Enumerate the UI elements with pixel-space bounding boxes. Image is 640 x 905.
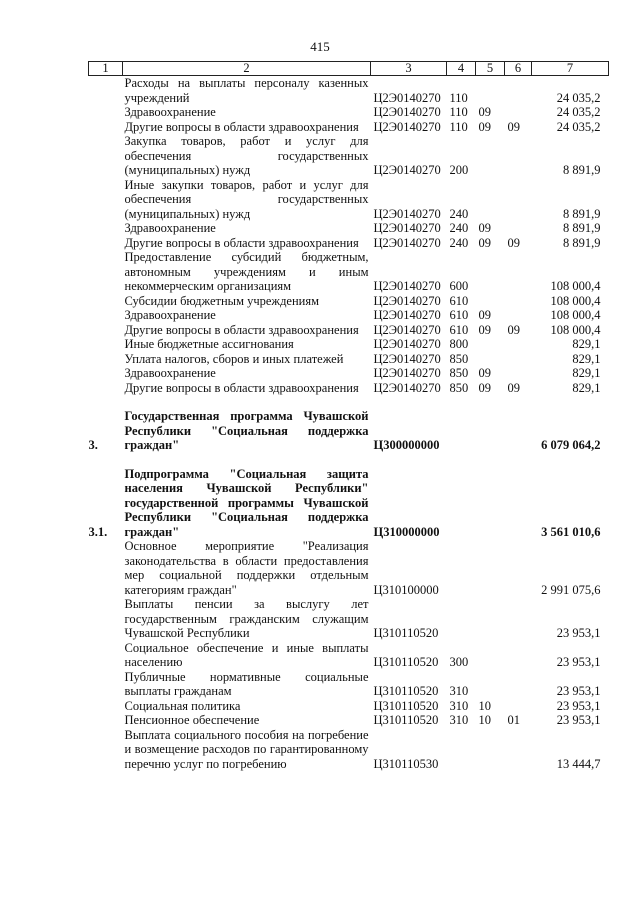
row-amount: 108 000,4 — [550, 322, 601, 337]
table-row — [89, 105, 609, 120]
row-number — [89, 699, 123, 714]
row-expense-type — [447, 539, 476, 597]
table-row — [89, 728, 609, 772]
row-number — [89, 352, 123, 367]
row-amount: 829,1 — [572, 337, 601, 351]
row-code: Ц310110520 — [373, 655, 439, 669]
row-number — [89, 539, 123, 597]
row-name: Расходы на выплаты персоналу казенных учреждений — [124, 76, 369, 105]
table-row — [89, 134, 609, 178]
row-section: 09 — [478, 235, 491, 250]
row-subsection — [505, 76, 532, 106]
row-name: Выплата социального пособия на погребение и возмещение расходов по гарантированному перечню услуг по погребению — [124, 727, 369, 771]
row-expense-type: 610 — [449, 322, 469, 337]
spacer-row — [89, 395, 609, 409]
row-amount: 23 953,1 — [556, 698, 601, 713]
row-number — [89, 597, 123, 641]
row-code: Ц2Э0140270 — [373, 206, 441, 221]
row-amount: 829,1 — [572, 366, 601, 380]
row-section: 10 — [478, 713, 491, 727]
row-number — [89, 337, 123, 352]
row-subsection — [505, 539, 532, 597]
row-number: 3.1. — [88, 524, 108, 539]
row-code: Ц310110520 — [373, 713, 439, 727]
row-subsection — [505, 352, 532, 367]
row-number — [89, 366, 123, 381]
row-name: Закупка товаров, работ и услуг для обеспечения государственных (муниципальных) нужд — [124, 134, 369, 177]
row-section: 09 — [478, 119, 491, 134]
row-amount: 23 953,1 — [556, 655, 601, 669]
row-section — [476, 76, 505, 106]
row-amount: 23 953,1 — [556, 684, 601, 698]
row-number — [89, 641, 123, 670]
spacer-cell — [89, 395, 609, 409]
table-row — [89, 352, 609, 367]
table-row — [89, 699, 609, 714]
row-number — [89, 294, 123, 309]
row-name: Другие вопросы в области здравоохранения — [124, 322, 359, 337]
row-name: Другие вопросы в области здравоохранения — [124, 380, 359, 395]
row-amount: 13 444,7 — [556, 756, 601, 771]
header-col-1: 1 — [89, 62, 123, 76]
row-code: Ц2Э0140270 — [373, 308, 441, 322]
row-code: Ц2Э0140270 — [373, 119, 441, 134]
row-name: Предоставление субсидий бюджетным, автономным учреждениям и иным некоммерческим организациям — [124, 250, 369, 293]
row-section — [476, 294, 505, 309]
row-code: Ц2Э0140270 — [373, 337, 441, 351]
row-expense-type: 800 — [449, 337, 469, 351]
row-name: Иные бюджетные ассигнования — [124, 337, 294, 351]
row-code: Ц310110530 — [373, 756, 439, 771]
header-col-6: 6 — [505, 62, 532, 76]
row-subsection — [505, 699, 532, 714]
row-name: Социальная политика — [124, 698, 241, 713]
row-number — [89, 236, 123, 251]
row-section: 09 — [478, 105, 491, 119]
row-subsection: 09 — [507, 119, 520, 134]
row-amount: 108 000,4 — [550, 293, 601, 308]
row-number — [89, 105, 123, 120]
row-expense-type: 110 — [449, 119, 468, 134]
row-amount: 24 035,2 — [556, 90, 601, 105]
row-amount: 8 891,9 — [563, 163, 601, 177]
row-subsection — [505, 250, 532, 294]
row-amount: 2 991 075,6 — [541, 582, 601, 597]
row-expense-type: 110 — [449, 105, 468, 119]
row-name: Здравоохранение — [124, 221, 216, 235]
row-code: Ц310000000 — [373, 524, 440, 539]
table-row — [89, 120, 609, 135]
row-number — [89, 134, 123, 178]
row-number — [89, 323, 123, 338]
header-col-2: 2 — [123, 62, 371, 76]
table-row — [89, 366, 609, 381]
row-section — [476, 467, 505, 540]
row-name: Иные закупки товаров, работ и услуг для обеспечения государственных (муниципальных) нужд — [124, 177, 369, 221]
table-row — [89, 539, 609, 597]
row-subsection — [505, 467, 532, 540]
header-col-4: 4 — [447, 62, 476, 76]
row-section — [476, 337, 505, 352]
row-subsection — [505, 728, 532, 772]
header-col-3: 3 — [371, 62, 447, 76]
row-amount: 8 891,9 — [563, 235, 601, 250]
table-row — [89, 250, 609, 294]
row-expense-type: 850 — [449, 380, 469, 395]
row-code: Ц2Э0140270 — [373, 351, 441, 366]
row-subsection — [505, 105, 532, 120]
row-name: Здравоохранение — [124, 308, 216, 322]
row-number — [89, 670, 123, 699]
row-subsection: 09 — [507, 380, 520, 395]
row-section — [476, 539, 505, 597]
table-row — [89, 294, 609, 309]
row-amount: 8 891,9 — [563, 221, 601, 235]
table-row — [89, 76, 609, 106]
row-amount: 829,1 — [572, 380, 601, 395]
row-expense-type: 240 — [449, 206, 469, 221]
row-amount: 8 891,9 — [563, 206, 601, 221]
row-subsection — [505, 670, 532, 699]
row-subsection: 09 — [507, 235, 520, 250]
row-expense-type: 850 — [449, 351, 469, 366]
row-code: Ц2Э0140270 — [373, 90, 441, 105]
row-section: 09 — [478, 380, 491, 395]
row-amount: 829,1 — [572, 351, 601, 366]
table-row — [89, 409, 609, 453]
row-expense-type: 610 — [449, 293, 469, 308]
row-expense-type: 310 — [449, 713, 469, 727]
row-expense-type — [447, 409, 476, 453]
row-expense-type: 310 — [449, 698, 469, 713]
row-subsection: 09 — [507, 322, 520, 337]
row-name: Другие вопросы в области здравоохранения — [124, 119, 359, 134]
table-row — [89, 221, 609, 236]
row-subsection: 01 — [507, 713, 520, 727]
row-section — [476, 597, 505, 641]
row-number — [89, 120, 123, 135]
table-row — [89, 337, 609, 352]
row-expense-type — [447, 597, 476, 641]
spacer-row — [89, 453, 609, 467]
row-code: Ц310100000 — [373, 582, 439, 597]
budget-table — [88, 61, 609, 771]
row-amount: 23 953,1 — [556, 713, 601, 727]
table-row — [89, 308, 609, 323]
row-code: Ц300000000 — [373, 438, 440, 452]
row-name: Уплата налогов, сборов и иных платежей — [124, 351, 344, 366]
row-name: Здравоохранение — [124, 366, 216, 380]
header-col-7: 7 — [532, 62, 609, 76]
row-section — [476, 409, 505, 453]
row-code: Ц2Э0140270 — [373, 235, 441, 250]
row-name: Пенсионное обеспечение — [124, 713, 260, 727]
row-subsection — [505, 597, 532, 641]
row-code: Ц310110520 — [373, 626, 439, 640]
row-expense-type: 110 — [449, 90, 468, 105]
row-expense-type: 200 — [449, 163, 469, 177]
row-expense-type — [447, 467, 476, 540]
row-number — [89, 250, 123, 294]
row-expense-type: 240 — [449, 235, 469, 250]
row-section — [476, 178, 505, 222]
row-subsection — [505, 409, 532, 453]
table-row — [89, 323, 609, 338]
row-section — [476, 352, 505, 367]
row-name: Публичные нормативные социальные выплаты гражданам — [124, 669, 369, 698]
row-name: Другие вопросы в области здравоохранения — [124, 235, 359, 250]
row-number: 3. — [88, 438, 98, 452]
row-subsection — [505, 366, 532, 381]
row-code: Ц2Э0140270 — [373, 366, 441, 380]
row-subsection — [505, 178, 532, 222]
row-amount: 23 953,1 — [556, 626, 601, 640]
row-amount: 6 079 064,2 — [541, 438, 601, 452]
row-subsection — [505, 221, 532, 236]
header-col-5: 5 — [476, 62, 505, 76]
row-name: Выплаты пенсии за выслугу лет государственным гражданским служащим Чувашской Республики — [124, 597, 369, 640]
row-amount: 108 000,4 — [550, 308, 601, 322]
row-section — [476, 134, 505, 178]
row-section: 10 — [478, 698, 491, 713]
row-code: Ц2Э0140270 — [373, 293, 441, 308]
row-code: Ц2Э0140270 — [373, 105, 441, 119]
row-amount: 3 561 010,6 — [541, 524, 601, 539]
row-name: Здравоохранение — [124, 105, 216, 119]
row-section: 09 — [478, 308, 491, 322]
row-code: Ц310110520 — [373, 684, 439, 698]
row-number — [89, 221, 123, 236]
row-section: 09 — [478, 221, 491, 235]
row-code: Ц2Э0140270 — [373, 380, 441, 395]
row-expense-type: 300 — [449, 655, 469, 669]
row-number — [89, 308, 123, 323]
row-expense-type — [447, 728, 476, 772]
row-number — [89, 381, 123, 396]
row-expense-type: 850 — [449, 366, 469, 380]
row-name: Основное мероприятие "Реализация законодательства в области предоставления мер социальной поддержки отдельным категориям граждан" — [124, 539, 369, 597]
row-section — [476, 728, 505, 772]
row-code: Ц310110520 — [373, 698, 439, 713]
row-number — [89, 713, 123, 728]
row-name: Субсидии бюджетным учреждениям — [124, 293, 320, 308]
row-amount: 108 000,4 — [550, 279, 601, 293]
row-amount: 24 035,2 — [556, 119, 601, 134]
row-code: Ц2Э0140270 — [373, 221, 441, 235]
row-subsection — [505, 294, 532, 309]
spacer-cell — [89, 453, 609, 467]
table-row — [89, 641, 609, 670]
row-number — [89, 76, 123, 106]
table-row — [89, 597, 609, 641]
row-amount: 24 035,2 — [556, 105, 601, 119]
table-row — [89, 670, 609, 699]
table-row — [89, 381, 609, 396]
row-section: 09 — [478, 366, 491, 380]
row-code: Ц2Э0140270 — [373, 279, 441, 293]
row-section — [476, 641, 505, 670]
page-number: 415 — [310, 39, 330, 54]
row-expense-type: 600 — [449, 279, 469, 293]
row-number — [89, 728, 123, 772]
row-code: Ц2Э0140270 — [373, 322, 441, 337]
row-subsection — [505, 308, 532, 323]
table-header-row — [89, 62, 609, 76]
row-subsection — [505, 337, 532, 352]
table-row — [89, 236, 609, 251]
row-name: Подпрограмма "Социальная защита населения Чувашской Республики" государственной программы Чувашской Республики "Социальная поддержка граждан" — [124, 466, 369, 539]
row-expense-type: 240 — [449, 221, 469, 235]
row-section — [476, 670, 505, 699]
row-number — [89, 178, 123, 222]
row-subsection — [505, 641, 532, 670]
row-expense-type: 610 — [449, 308, 469, 322]
row-section: 09 — [478, 322, 491, 337]
table-row — [89, 178, 609, 222]
row-name: Социальное обеспечение и иные выплаты населению — [124, 640, 369, 669]
row-expense-type: 310 — [449, 684, 469, 698]
row-code: Ц2Э0140270 — [373, 163, 441, 177]
row-section — [476, 250, 505, 294]
row-name: Государственная программа Чувашской Республики "Социальная поддержка граждан" — [124, 409, 369, 452]
table-row — [89, 467, 609, 540]
row-subsection — [505, 134, 532, 178]
table-row — [89, 713, 609, 728]
